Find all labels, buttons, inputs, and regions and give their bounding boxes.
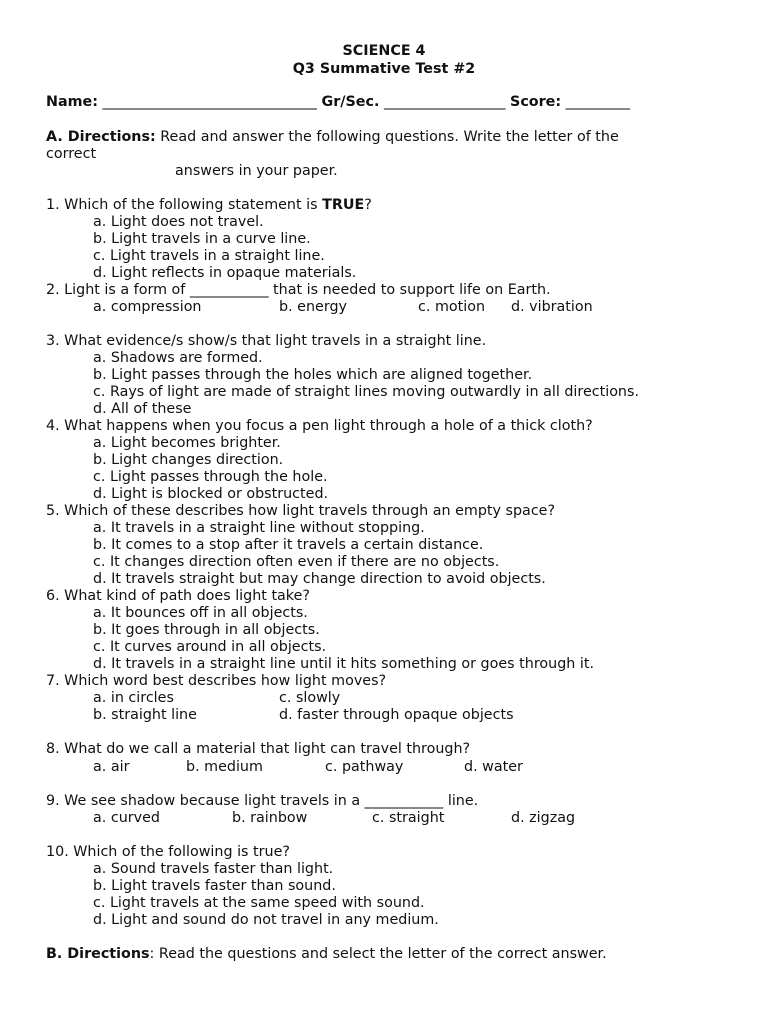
question-3-option-c: c. Rays of light are made of straight lines moving outwardly in all directions. — [93, 384, 639, 400]
section-a-text-indent: answers in your paper. — [175, 163, 338, 179]
question-1-option-c: c. Light travels in a straight line. — [93, 248, 325, 264]
test-title: SCIENCE 4 — [342, 43, 426, 59]
question-5-option-c: c. It changes direction often even if there are no objects. — [93, 554, 500, 570]
question-6: 6. What kind of path does light take? — [46, 588, 310, 604]
question-7-option-d: d. faster through opaque objects — [279, 707, 514, 723]
section-a-label: A. Directions: — [46, 129, 156, 145]
question-1-emphasis: TRUE — [322, 197, 365, 213]
question-6-option-d: d. It travels in a straight line until it hits something or goes through it. — [93, 656, 595, 672]
question-3: 3. What evidence/s show/s that light travels in a straight line. — [46, 333, 487, 349]
question-5-option-a: a. It travels in a straight line without stopping. — [93, 520, 425, 536]
question-7-option-a: a. in circles — [93, 690, 174, 706]
section-b-directions — [46, 946, 607, 963]
score-label: Score: — [510, 94, 562, 110]
question-6-option-c: c. It curves around in all objects. — [93, 639, 327, 655]
score-blank: _________ — [565, 94, 630, 110]
question-9-option-c: c. straight — [372, 810, 445, 826]
question-5: 5. Which of these describes how light travels through an empty space? — [46, 503, 556, 519]
name-blank: ______________________________ — [102, 94, 317, 110]
question-1-pre: 1. Which of the following statement is — [46, 197, 323, 213]
question-7: 7. Which word best describes how light moves? — [46, 673, 387, 689]
question-7-option-c: c. slowly — [279, 690, 341, 706]
question-6-option-b: b. It goes through in all objects. — [93, 622, 320, 638]
question-6-option-a: a. It bounces off in all objects. — [93, 605, 308, 621]
question-1-post: ? — [364, 197, 372, 213]
section-a-text-wrap: correct — [46, 146, 97, 162]
question-2-option-b: b. energy — [279, 299, 347, 315]
question-5-option-b: b. It comes to a stop after it travels a certain distance. — [93, 537, 484, 553]
question-3-option-a: a. Shadows are formed. — [93, 350, 263, 366]
question-10-option-c: c. Light travels at the same speed with sound. — [93, 895, 425, 911]
question-8-option-b: b. medium — [186, 759, 263, 775]
question-10-option-b: b. Light travels faster than sound. — [93, 878, 336, 894]
test-subtitle: Q3 Summative Test #2 — [292, 61, 476, 77]
section-a-text: Read and answer the following questions. Write the letter of the — [155, 129, 619, 145]
grsec-blank: _________________ — [383, 94, 506, 110]
question-3-option-b: b. Light passes through the holes which are aligned together. — [93, 367, 533, 383]
question-10-option-d: d. Light and sound do not travel in any medium. — [93, 912, 439, 928]
name-label: Name: — [46, 94, 98, 110]
grsec-label: Gr/Sec. — [321, 94, 380, 110]
question-1-option-d: d. Light reflects in opaque materials. — [93, 265, 357, 281]
question-9: 9. We see shadow because light travels in a ___________ line. — [46, 793, 479, 809]
question-8: 8. What do we call a material that light can travel through? — [46, 741, 471, 757]
question-9-option-b: b. rainbow — [232, 810, 308, 826]
question-9-option-d: d. zigzag — [511, 810, 576, 826]
section-b-label: B. Directions — [46, 946, 150, 962]
question-4-option-a: a. Light becomes brighter. — [93, 435, 281, 451]
section-b-text: : Read the questions and select the letter of the correct answer. — [149, 946, 607, 962]
question-1-option-a: a. Light does not travel. — [93, 214, 264, 230]
question-5-option-d: d. It travels straight but may change direction to avoid objects. — [93, 571, 546, 587]
question-1 — [46, 197, 372, 214]
question-9-option-a: a. curved — [93, 810, 160, 826]
question-3-option-d: d. All of these — [93, 401, 192, 417]
question-2: 2. Light is a form of ___________ that is needed to support life on Earth. — [46, 282, 551, 298]
question-7-option-b: b. straight line — [93, 707, 197, 723]
question-2-option-a: a. compression — [93, 299, 202, 315]
question-4-option-d: d. Light is blocked or obstructed. — [93, 486, 329, 502]
question-8-option-d: d. water — [464, 759, 523, 775]
question-10-option-a: a. Sound travels faster than light. — [93, 861, 334, 877]
question-8-option-a: a. air — [93, 759, 130, 775]
question-1-option-b: b. Light travels in a curve line. — [93, 231, 311, 247]
question-4-option-c: c. Light passes through the hole. — [93, 469, 328, 485]
question-10: 10. Which of the following is true? — [46, 844, 290, 860]
question-2-option-d: d. vibration — [511, 299, 593, 315]
section-a-directions — [46, 129, 619, 146]
question-2-option-c: c. motion — [418, 299, 486, 315]
question-4: 4. What happens when you focus a pen light through a hole of a thick cloth? — [46, 418, 593, 434]
question-8-option-c: c. pathway — [325, 759, 404, 775]
question-4-option-b: b. Light changes direction. — [93, 452, 284, 468]
student-info-line — [46, 94, 630, 111]
